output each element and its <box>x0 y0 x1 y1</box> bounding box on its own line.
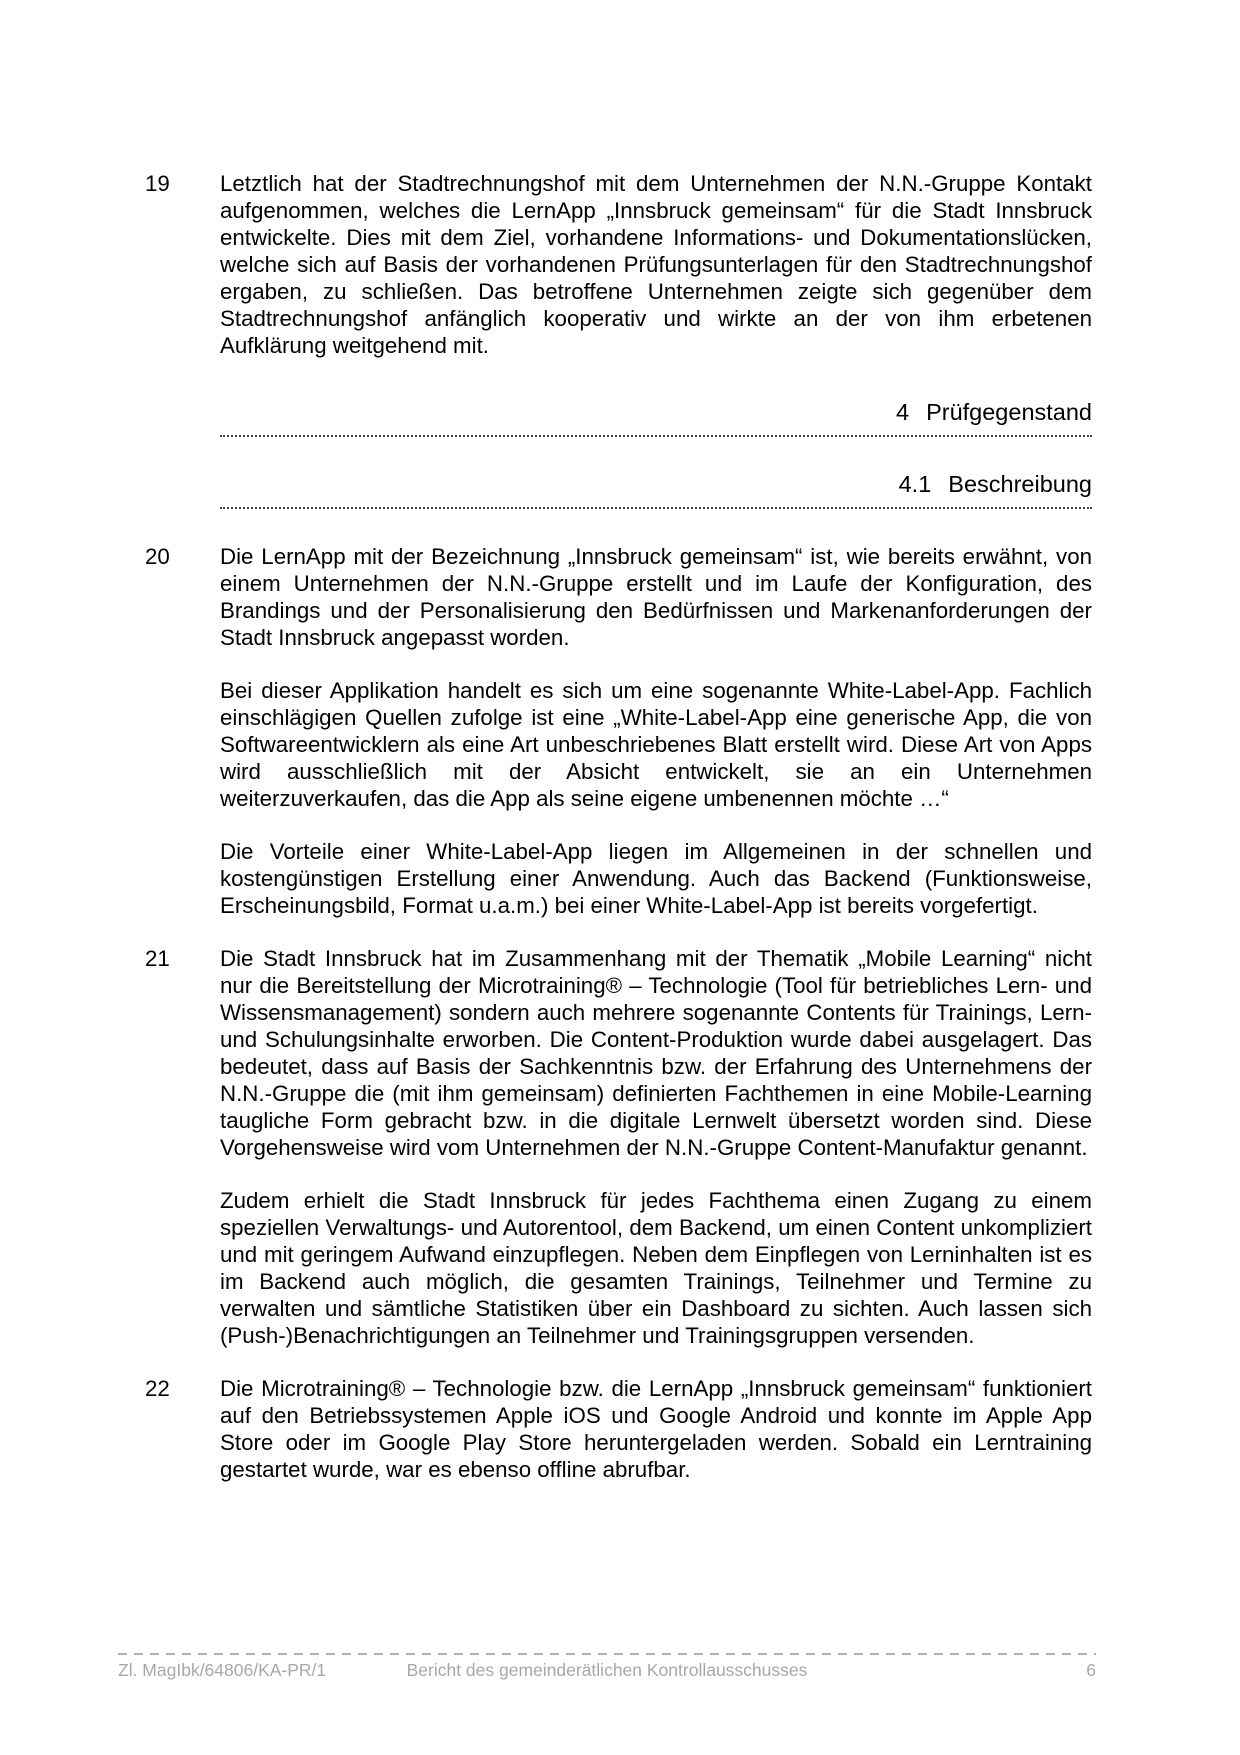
paragraph-number: 19 <box>145 171 170 196</box>
paragraph-text: Zudem erhielt die Stadt Innsbruck für jedes Fachthema einen Zugang zu einem speziellen Verwaltungs- und Autorentool, dem Backend, um einen Content unkompliziert und mit geringem Aufwand einzupflegen. Neben dem Einpflegen von Lerninhalten ist es im Backend auch möglich, die gesamten Trainings, Teilnehmer und Termine zu verwalten und sämtliche Statistiken über ein Dashboard zu sichten. Auch lassen sich (Push-)Benachrichtigungen an Teilnehmer und Trainingsgruppen versenden. <box>220 1188 1092 1348</box>
section-heading <box>220 469 1092 509</box>
paragraph <box>145 945 1092 1161</box>
paragraph <box>145 1375 1092 1483</box>
paragraph-text: Die Vorteile einer White-Label-App liegen im Allgemeinen in der schnellen und kostengünstigen Erstellung einer Anwendung. Auch das Backend (Funktionsweise, Erscheinungsbild, Format u.a.m.) bei einer White-Label-App ist bereits vorgefertigt. <box>220 839 1092 918</box>
section-title: Beschreibung <box>948 471 1092 497</box>
paragraph-text: Bei dieser Applikation handelt es sich um eine sogenannte White-Label-App. Fachlich einschlägigen Quellen zufolge ist eine „White-Label-App eine generische App, die von Softwareentwicklern als eine Art unbeschriebenes Blatt erstellt wird. Diese Art von Apps wird ausschließlich mit der Absicht entwickelt, sie an ein Unternehmen weiterzuverkaufen, das die App als seine eigene umbenennen möchte …“ <box>220 678 1092 811</box>
section-number: 4.1 <box>898 471 932 497</box>
document-body <box>145 170 1092 1483</box>
paragraph-text: Letztlich hat der Stadtrechnungshof mit dem Unternehmen der N.N.-Gruppe Kontakt aufgenommen, welches die LernApp „Innsbruck gemeinsam“ für die Stadt Innsbruck entwickelte. Dies mit dem Ziel, vorhandene Informations- und Dokumentationslücken, welche sich auf Basis der vorhandenen Prüfungsunterlagen für den Stadtrechnungshof ergaben, zu schließen. Das betroffene Unternehmen zeigte sich gegenüber dem Stadtrechnungshof anfänglich kooperativ und wirkte an der von ihm erbetenen Aufklärung weitgehend mit. <box>220 171 1092 358</box>
section-heading-text <box>220 469 1092 499</box>
footer-reference: Zl. MagIbk/64806/KA-PR/1 <box>118 1660 327 1680</box>
page-footer <box>118 1653 1096 1681</box>
paragraph <box>145 838 1092 919</box>
paragraph-number <box>145 677 220 812</box>
footer-page-number: 6 <box>1086 1660 1096 1680</box>
footer-divider <box>118 1653 1096 1655</box>
paragraph <box>145 170 1092 359</box>
paragraph-number <box>145 1187 220 1349</box>
section-heading <box>220 397 1092 437</box>
paragraph <box>145 677 1092 812</box>
paragraph-number: 20 <box>145 544 170 569</box>
paragraph-text: Die Stadt Innsbruck hat im Zusammenhang mit der Thematik „Mobile Learning“ nicht nur die Bereitstellung der Microtraining® – Technologie (Tool für betriebliches Lern- und Wissensmanagement) sondern auch mehrere sogenannte Contents für Trainings, Lern- und Schulungsinhalte erworben. Die Content-Produktion wurde dabei ausgelagert. Das bedeutet, dass auf Basis der Sachkenntnis bzw. der Erfahrung des Unternehmens der N.N.-Gruppe die (mit ihm gemeinsam) definierten Fachthemen in eine Mobile-Learning taugliche Form gebracht bzw. in die digitale Lernwelt übersetzt worden sind. Diese Vorgehensweise wird vom Unternehmen der N.N.-Gruppe Content-Manufaktur genannt. <box>220 946 1092 1160</box>
section-title: Prüfgegenstand <box>926 399 1092 425</box>
footer-row <box>118 1660 1096 1681</box>
paragraph <box>145 543 1092 651</box>
section-heading-text <box>220 397 1092 427</box>
section-number: 4 <box>895 399 910 425</box>
paragraph-number: 21 <box>145 946 170 971</box>
paragraph-number <box>145 838 220 919</box>
paragraph <box>145 1187 1092 1349</box>
paragraph-number: 22 <box>145 1376 170 1401</box>
paragraph-text: Die Microtraining® – Technologie bzw. die LernApp „Innsbruck gemeinsam“ funktioniert auf den Betriebssystemen Apple iOS und Google Android und konnte im Apple App Store oder im Google Play Store heruntergeladen werden. Sobald ein Lerntraining gestartet wurde, war es ebenso offline abrufbar. <box>220 1376 1092 1482</box>
paragraph-text: Die LernApp mit der Bezeichnung „Innsbruck gemeinsam“ ist, wie bereits erwähnt, von einem Unternehmen der N.N.-Gruppe erstellt und im Laufe der Konfiguration, des Brandings und der Personalisierung den Bedürfnissen und Markenanforderungen der Stadt Innsbruck angepasst worden. <box>220 544 1092 650</box>
footer-title: Bericht des gemeinderätlichen Kontrollausschusses <box>406 1660 808 1680</box>
